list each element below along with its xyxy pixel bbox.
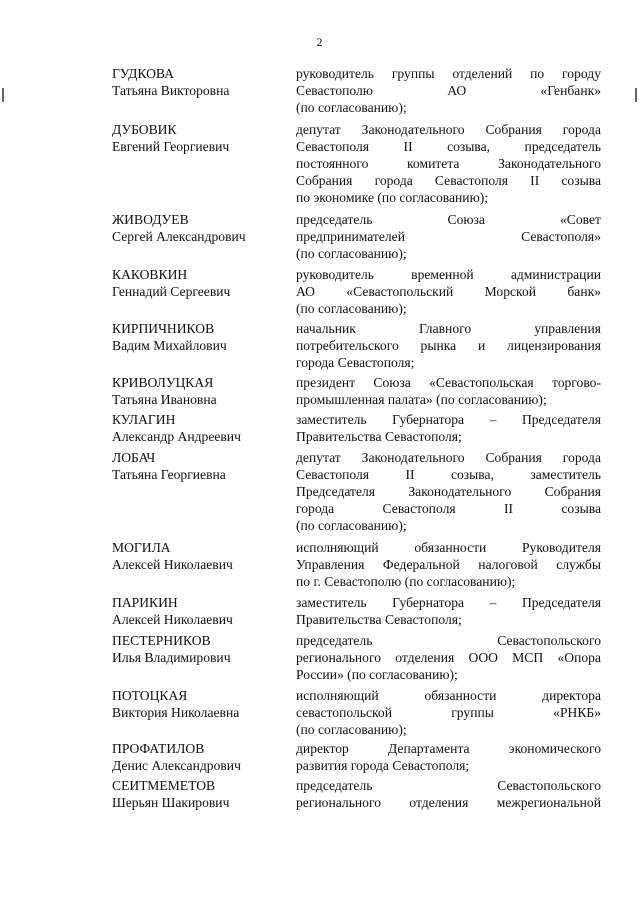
position-line: Управления Федеральной налоговой службы	[296, 557, 601, 572]
position-line: Собрания города Севастополя II созыва	[296, 173, 601, 188]
member-name	[112, 374, 292, 408]
member-given-names: Алексей Николаевич	[112, 557, 233, 572]
position-line: Председателя Законодательного Собрания	[296, 484, 601, 499]
member-surname: МОГИЛА	[112, 540, 171, 555]
position-line: председатель Севастопольского	[296, 778, 601, 793]
position-line: Севастополя II созыва, заместитель	[296, 467, 601, 482]
member-given-names: Денис Александрович	[112, 758, 241, 773]
member-position	[296, 687, 601, 738]
position-line: Правительства Севастополя;	[296, 429, 462, 444]
member-surname: СЕИТМЕМЕТОВ	[112, 778, 216, 793]
member-surname: ПОТОЦКАЯ	[112, 688, 188, 703]
member-given-names: Алексей Николаевич	[112, 612, 233, 627]
member-position	[296, 449, 601, 534]
position-line: начальник Главного управления	[296, 321, 601, 336]
position-line: АО «Севастопольский Морской банк»	[296, 284, 601, 299]
position-line: России» (по согласованию);	[296, 667, 458, 682]
scan-edge-mark-right	[635, 88, 637, 102]
member-name	[112, 65, 292, 99]
member-given-names: Татьяна Георгиевна	[112, 467, 226, 482]
member-position	[296, 632, 601, 683]
member-name	[112, 539, 292, 573]
position-line: города Севастополя;	[296, 355, 415, 370]
member-surname: ПАРИКИН	[112, 595, 178, 610]
position-line: по экономике (по согласованию);	[296, 190, 489, 205]
member-name	[112, 121, 292, 155]
position-line: севастопольской группы «РНКБ»	[296, 705, 601, 720]
page-number: 2	[316, 35, 323, 49]
member-position	[296, 374, 601, 408]
member-surname: КУЛАГИН	[112, 412, 176, 427]
member-surname: ЛОБАЧ	[112, 450, 156, 465]
member-position	[296, 266, 601, 317]
member-position	[296, 65, 601, 116]
position-line: депутат Законодательного Собрания города	[296, 122, 601, 137]
member-position	[296, 121, 601, 206]
member-name	[112, 632, 292, 666]
position-line: промышленная палата» (по согласованию);	[296, 392, 547, 407]
position-line: руководитель группы отделений по городу	[296, 66, 601, 81]
position-line: (по согласованию);	[296, 301, 407, 316]
position-line: по г. Севастополю (по согласованию);	[296, 574, 516, 589]
member-position	[296, 539, 601, 590]
position-line: постоянного комитета Законодательного	[296, 156, 601, 171]
member-given-names: Евгений Георгиевич	[112, 139, 230, 154]
position-line: предпринимателей Севастополя»	[296, 229, 601, 244]
member-name	[112, 594, 292, 628]
position-line: (по согласованию);	[296, 518, 407, 533]
position-line: руководитель временной администрации	[296, 267, 601, 282]
member-surname: КАКОВКИН	[112, 267, 188, 282]
position-line: регионального отделения межрегиональной	[296, 795, 601, 810]
member-given-names: Илья Владимирович	[112, 650, 231, 665]
position-line: города Севастополя II созыва	[296, 501, 601, 516]
member-surname: ГУДКОВА	[112, 66, 174, 81]
position-line: потребительского рынка и лицензирования	[296, 338, 601, 353]
position-line: развития города Севастополя;	[296, 758, 470, 773]
member-given-names: Татьяна Викторовна	[112, 83, 230, 98]
position-line: председатель Союза «Совет	[296, 212, 601, 227]
member-name	[112, 411, 292, 445]
member-name	[112, 320, 292, 354]
member-given-names: Геннадий Сергеевич	[112, 284, 231, 299]
position-line: президент Союза «Севастопольская торгово-	[296, 375, 601, 390]
position-line: депутат Законодательного Собрания города	[296, 450, 601, 465]
member-position	[296, 740, 601, 774]
position-line: исполняющий обязанности директора	[296, 688, 601, 703]
member-name	[112, 740, 292, 774]
member-position	[296, 777, 601, 811]
member-surname: ПРОФАТИЛОВ	[112, 741, 205, 756]
position-line: Правительства Севастополя;	[296, 612, 462, 627]
member-position	[296, 320, 601, 371]
member-name	[112, 777, 292, 811]
member-position	[296, 594, 601, 628]
member-name	[112, 266, 292, 300]
member-given-names: Вадим Михайлович	[112, 338, 227, 353]
member-surname: ПЕСТЕРНИКОВ	[112, 633, 211, 648]
position-line: регионального отделения ООО МСП «Опора	[296, 650, 601, 665]
position-line: заместитель Губернатора – Председателя	[296, 595, 601, 610]
scan-edge-mark-left	[2, 88, 4, 102]
member-surname: КРИВОЛУЦКАЯ	[112, 375, 214, 390]
member-name	[112, 449, 292, 483]
position-line: (по согласованию);	[296, 722, 407, 737]
member-surname: ЖИВОДУЕВ	[112, 212, 189, 227]
member-given-names: Сергей Александрович	[112, 229, 246, 244]
position-line: председатель Севастопольского	[296, 633, 601, 648]
member-given-names: Виктория Николаевна	[112, 705, 240, 720]
member-surname: КИРПИЧНИКОВ	[112, 321, 215, 336]
member-given-names: Шерьян Шакирович	[112, 795, 230, 810]
position-line: (по согласованию);	[296, 100, 407, 115]
member-position	[296, 411, 601, 445]
member-position	[296, 211, 601, 262]
member-given-names: Александр Андреевич	[112, 429, 241, 444]
member-given-names: Татьяна Ивановна	[112, 392, 217, 407]
member-name	[112, 211, 292, 245]
member-name	[112, 687, 292, 721]
position-line: директор Департамента экономического	[296, 741, 601, 756]
position-line: исполняющий обязанности Руководителя	[296, 540, 601, 555]
member-surname: ДУБОВИК	[112, 122, 177, 137]
position-line: Севастополя II созыва, председатель	[296, 139, 601, 154]
position-line: заместитель Губернатора – Председателя	[296, 412, 601, 427]
position-line: Севастополю АО «Генбанк»	[296, 83, 601, 98]
position-line: (по согласованию);	[296, 246, 407, 261]
